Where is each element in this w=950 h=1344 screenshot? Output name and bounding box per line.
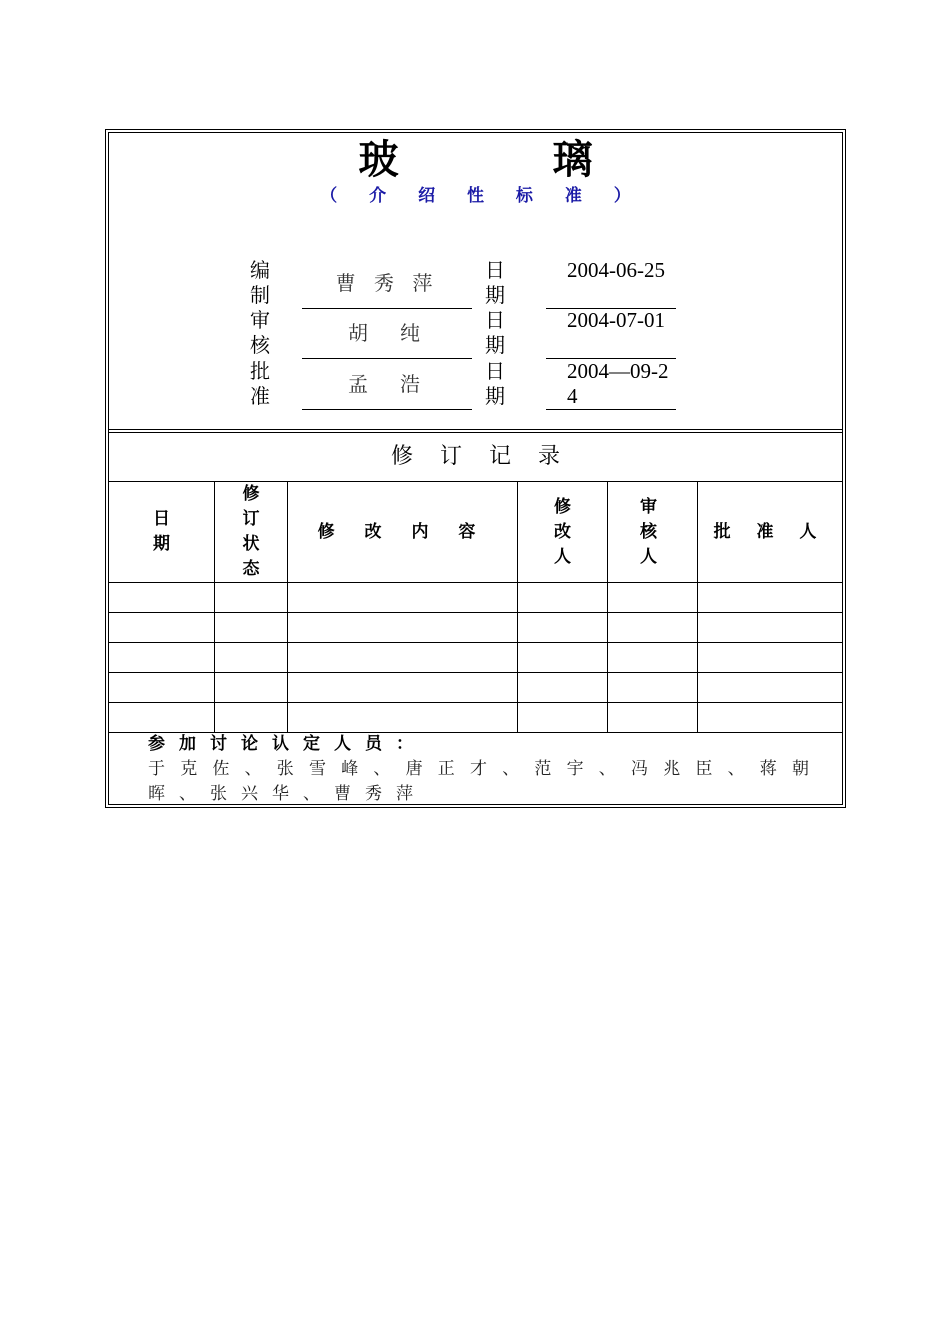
cell-approver: [698, 643, 843, 673]
cell-approver: [698, 703, 843, 733]
date-label-approved: 日 期: [485, 359, 505, 408]
revision-table: [108, 481, 843, 733]
cell-approver: [698, 613, 843, 643]
cell-modifier: [518, 673, 608, 703]
cell-modifier: [518, 613, 608, 643]
participants-names: 于克佐、张雪峰、唐正才、范宇、冯兆臣、蒋朝晖、张兴华、曹秀萍: [148, 759, 823, 804]
date-label-reviewed: 日 期: [485, 308, 505, 357]
approved-date: 2004—09-24: [567, 359, 669, 408]
cell-date: [109, 583, 215, 613]
compiled-date: 2004-06-25: [567, 258, 665, 282]
section-divider-top: [108, 429, 843, 430]
cell-reviewer: [608, 583, 698, 613]
cell-date: [109, 613, 215, 643]
participants-block: [148, 732, 823, 807]
header-date: 日 期: [109, 482, 215, 583]
cell-status: [215, 673, 288, 703]
reviewed-date: 2004-07-01: [567, 308, 665, 332]
header-reviewer: 审 核 人: [608, 482, 698, 583]
header-revision-status: 修 订 状 态: [215, 482, 288, 583]
cell-reviewer: [608, 673, 698, 703]
cell-status: [215, 643, 288, 673]
table-row: [109, 703, 843, 733]
cell-modifier: [518, 583, 608, 613]
compiler-name: 曹 秀 萍: [335, 271, 439, 295]
compiler-name-underline: [302, 308, 472, 309]
document-title: 玻 璃: [358, 137, 663, 183]
document-subtitle: （ 介 绍 性 标 准 ）: [320, 186, 644, 206]
reviewer-name-underline: [302, 358, 472, 359]
table-row: [109, 673, 843, 703]
revision-header-row: [109, 482, 843, 583]
cell-date: [109, 703, 215, 733]
cell-status: [215, 703, 288, 733]
cell-reviewer: [608, 643, 698, 673]
role-label-reviewed: 审 核: [250, 308, 270, 357]
cell-reviewer: [608, 613, 698, 643]
date-label-compiled: 日 期: [485, 258, 505, 307]
cell-content: [288, 613, 518, 643]
cell-approver: [698, 673, 843, 703]
role-label-compiled: 编 制: [250, 258, 270, 307]
cell-date: [109, 673, 215, 703]
reviewer-name: 胡 纯: [348, 321, 426, 345]
header-change-content: 修 改 内 容: [288, 482, 518, 583]
cell-date: [109, 643, 215, 673]
cell-content: [288, 703, 518, 733]
participants-label: 参加讨论认定人员：: [148, 734, 427, 754]
cell-reviewer: [608, 703, 698, 733]
cell-content: [288, 643, 518, 673]
cell-approver: [698, 583, 843, 613]
header-approver: 批 准 人: [698, 482, 843, 583]
approver-name: 孟 浩: [348, 372, 426, 396]
approver-name-underline: [302, 409, 472, 410]
cell-content: [288, 673, 518, 703]
table-row: [109, 613, 843, 643]
header-modifier: 修 改 人: [518, 482, 608, 583]
table-row: [109, 583, 843, 613]
approved-date-underline: [546, 409, 676, 410]
cell-content: [288, 583, 518, 613]
role-label-approved: 批 准: [250, 359, 270, 408]
table-row: [109, 643, 843, 673]
section-divider-bottom: [108, 432, 843, 433]
revision-record-title: 修 订 记 录: [391, 444, 570, 469]
cell-status: [215, 583, 288, 613]
cell-modifier: [518, 643, 608, 673]
cell-modifier: [518, 703, 608, 733]
cell-status: [215, 613, 288, 643]
